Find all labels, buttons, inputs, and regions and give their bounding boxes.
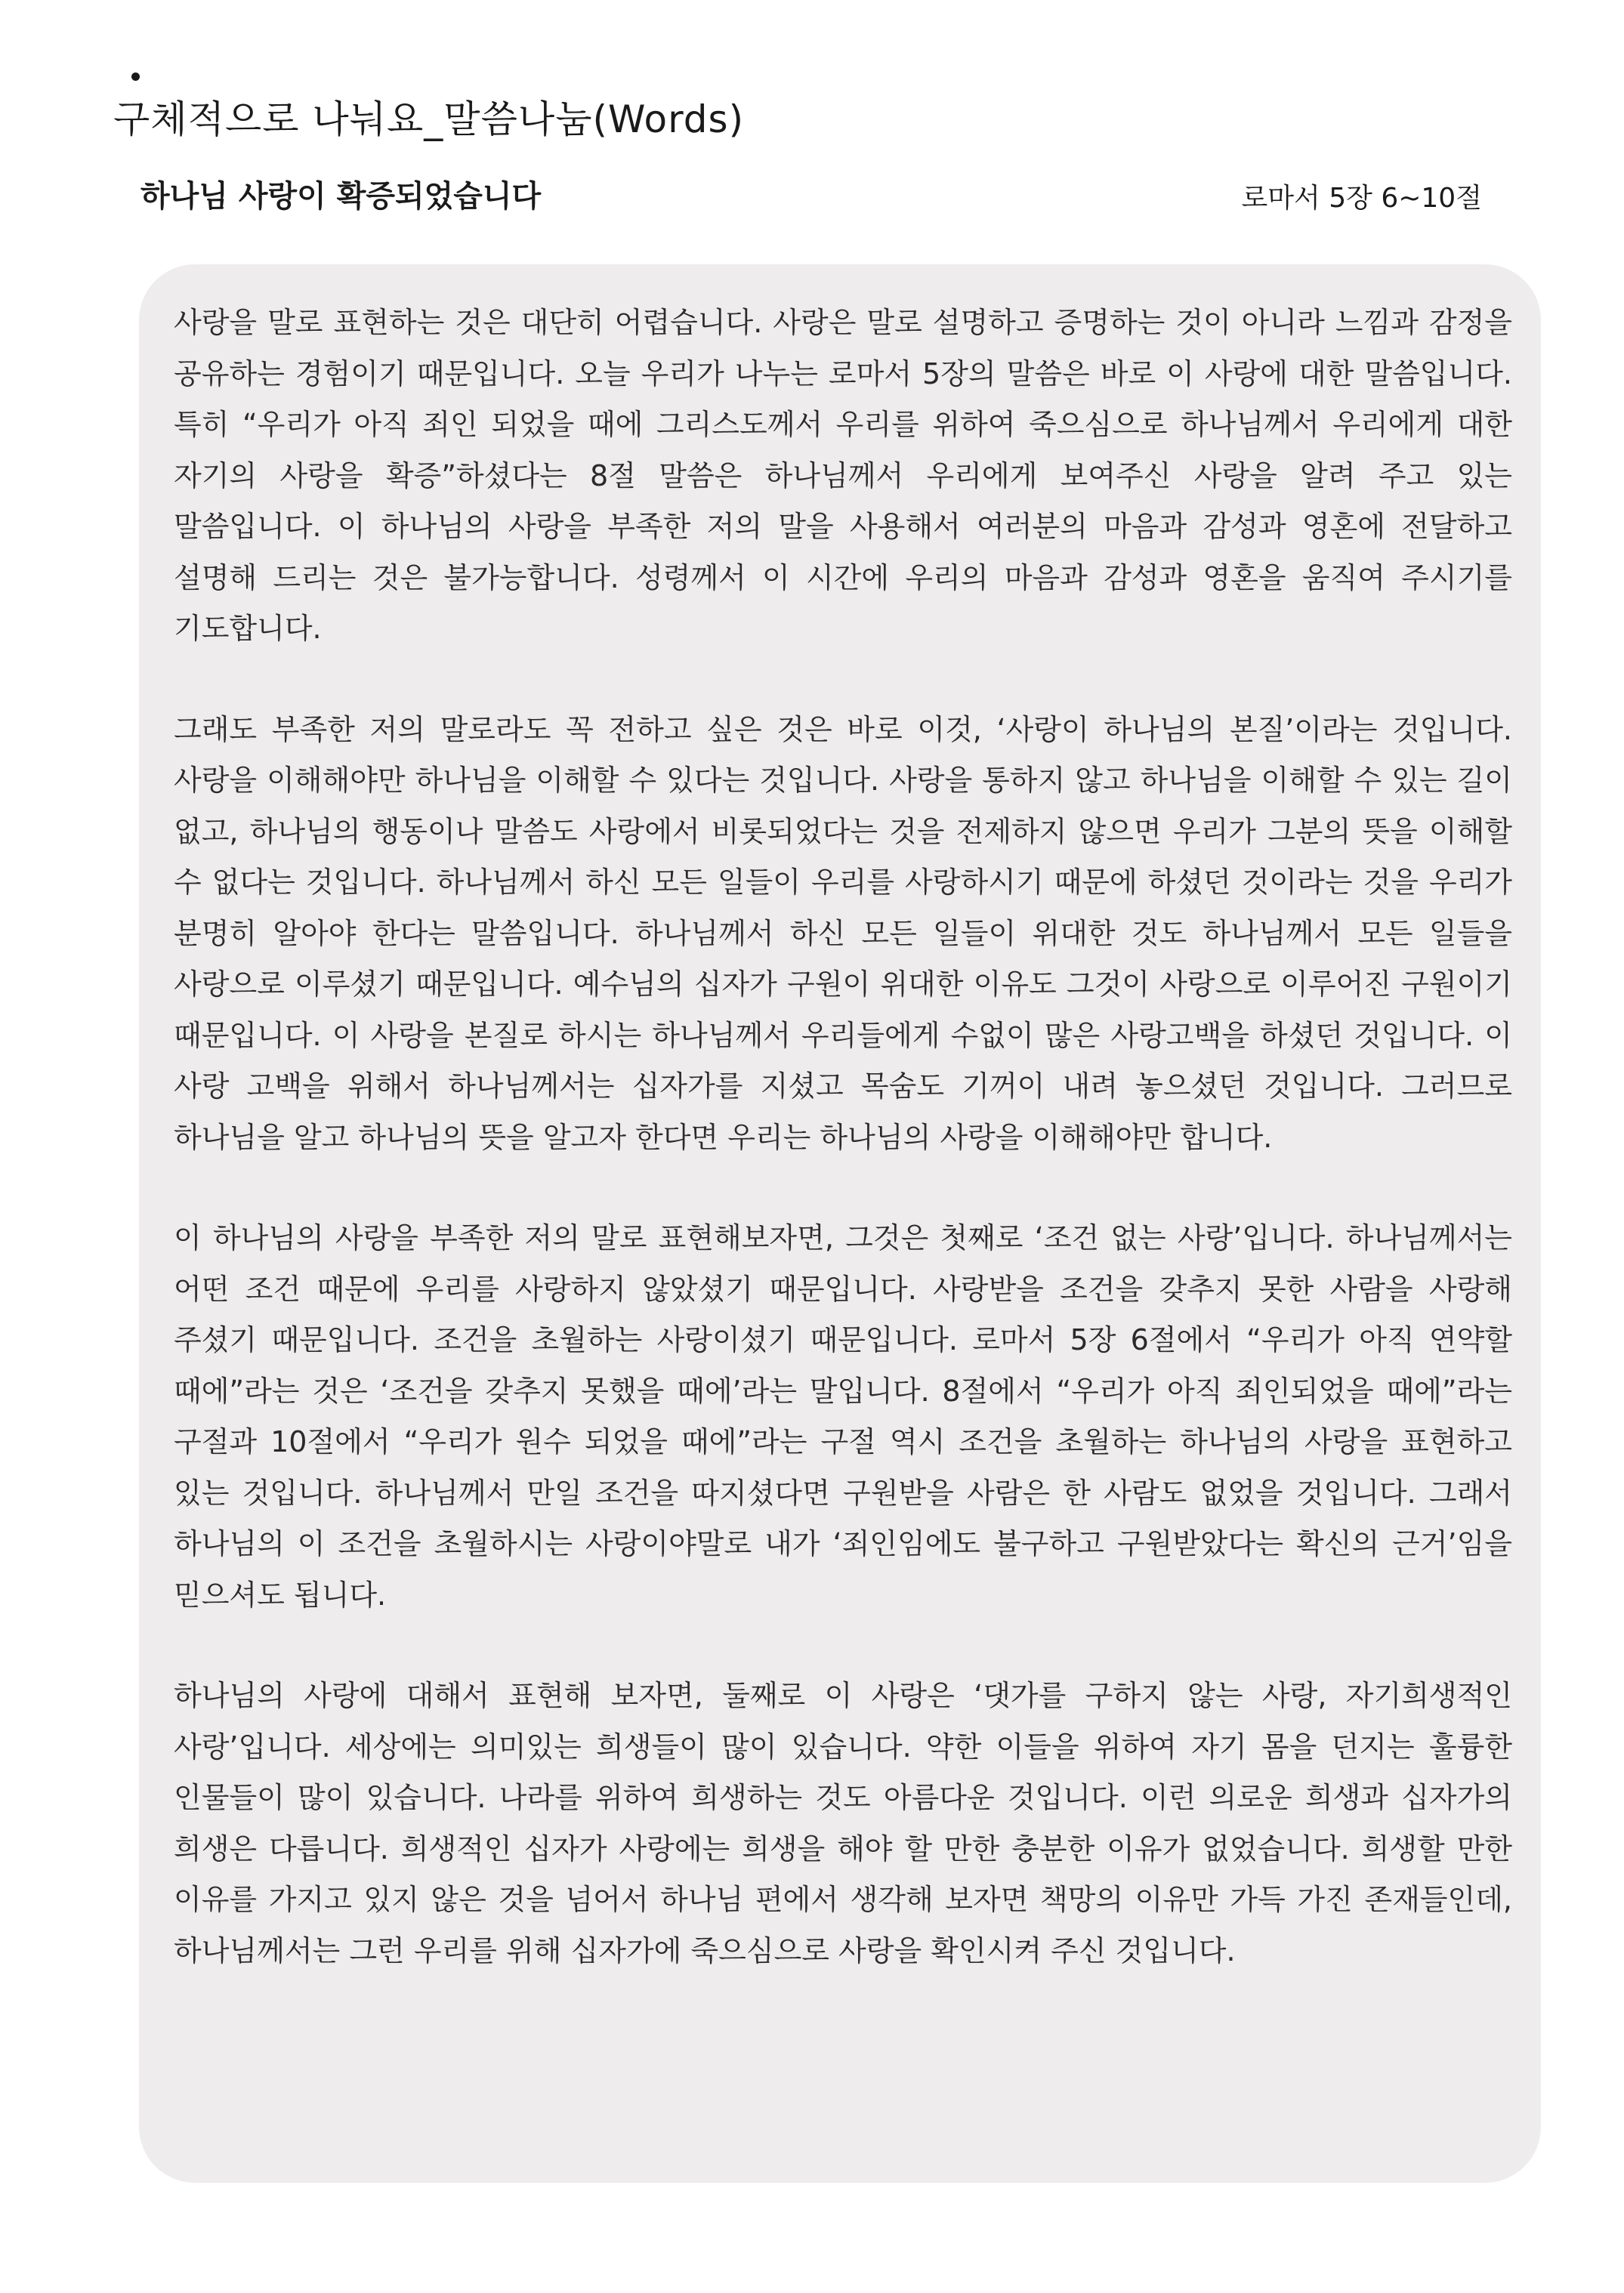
body-paragraph-4: 하나님의 사랑에 대해서 표현해 보자면, 둘째로 이 사랑은 ‘댓가를 구하지 않는 사랑, 자기희생적인 사랑’입니다. 세상에는 의미있는 희생들이 많이 있습니다. 약한 이들을 위하여 자기 몸을 던지는 훌륭한 인물들이 많이 있습니다. 나라를 위하여 희생하는 것도 아름다운 것입니다. 이런 의로운 희생과 십자가의 희생은 다릅니다. 희생적인 십자가 사랑에는 희생을 해야 할 만한 충분한 이유가 없었습니다. 희생할 만한 이유를 가지고 있지 않은 것을 넘어서 하나님 편에서 생각해 보자면 책망의 이유만 가득 가진 존재들인데, 하나님께서는 그런 우리를 위해 십자가에 죽으심으로 사랑을 확인시켜 주신 것입니다. [174, 1679, 1512, 1967]
title-dot-ornament [131, 73, 140, 81]
body-paragraph-3: 이 하나님의 사랑을 부족한 저의 말로 표현해보자면, 그것은 첫째로 ‘조건 없는 사랑’입니다. 하나님께서는 어떤 조건 때문에 우리를 사랑하지 않았셨기 때문입니다. 사랑받을 조건을 갖추지 못한 사람을 사랑해 주셨기 때문입니다. 조건을 초월하는 사랑이셨기 때문입니다. 로마서 5장 6절에서 “우리가 아직 연약할 때에”라는 것은 ‘조건을 갖추지 못했을 때에’라는 말입니다. 8절에서 “우리가 아직 죄인되었을 때에”라는 구절과 10절에서 “우리가 원수 되었을 때에”라는 구절 역시 조건을 초월하는 하나님의 사랑을 표현하고 있는 것입니다. 하나님께서 만일 조건을 따지셨다면 구원받을 사람은 한 사람도 없었을 것입니다. 그래서 하나님의 이 조건을 초월하시는 사랑이야말로 내가 ‘죄인임에도 불구하고 구원받았다는 확신의 근거’임을 믿으셔도 됩니다. [174, 1221, 1512, 1612]
body-paragraph-1: 사랑을 말로 표현하는 것은 대단히 어렵습니다. 사랑은 말로 설명하고 증명하는 것이 아니라 느낌과 감정을 공유하는 경험이기 때문입니다. 오늘 우리가 나누는 로마서 5장의 말씀은 바로 이 사랑에 대한 말씀입니다. 특히 “우리가 아직 죄인 되었을 때에 그리스도께서 우리를 위하여 죽으심으로 하나님께서 우리에게 대한 자기의 사랑을 확증”하셨다는 8절 말씀은 하나님께서 우리에게 보여주신 사랑을 알려 주고 있는 말씀입니다. 이 하나님의 사랑을 부족한 저의 말을 사용해서 여러분의 마음과 감성과 영혼에 전달하고 설명해 드리는 것은 불가능합니다. 성령께서 이 시간에 우리의 마음과 감성과 영혼을 움직여 주시기를 기도합니다. [174, 306, 1512, 645]
sermon-body-box [139, 264, 1541, 2183]
section-title [113, 89, 744, 144]
section-title-text: 구체적으로 나눠요_말씀나눔(Words) [113, 97, 745, 141]
body-paragraph-2: 그래도 부족한 저의 말로라도 꼭 전하고 싶은 것은 바로 이것, ‘사랑이 하나님의 본질’이라는 것입니다. 사랑을 이해해야만 하나님을 이해할 수 있다는 것입니다. 사랑을 통하지 않고 하나님을 이해할 수 있는 길이 없고, 하나님의 행동이나 말씀도 사랑에서 비롯되었다는 것을 전제하지 않으면 우리가 그분의 뜻을 이해할 수 없다는 것입니다. 하나님께서 하신 모든 일들이 우리를 사랑하시기 때문에 하셨던 것이라는 것을 우리가 분명히 알아야 한다는 말씀입니다. 하나님께서 하신 모든 일들이 위대한 것도 하나님께서 모든 일들을 사랑으로 이루셨기 때문입니다. 예수님의 십자가 구원이 위대한 이유도 그것이 사랑으로 이루어진 구원이기 때문입니다. 이 사랑을 본질로 하시는 하나님께서 우리들에게 수없이 많은 사랑고백을 하셨던 것입니다. 이 사랑 고백을 위해서 하나님께서는 십자가를 지셨고 목숨도 기꺼이 내려 놓으셨던 것입니다. 그러므로 하나님을 알고 하나님의 뜻을 알고자 한다면 우리는 하나님의 사랑을 이해해야만 합니다. [174, 712, 1512, 1154]
sermon-title: 하나님 사랑이 확증되었습니다 [140, 179, 542, 214]
section-header [113, 89, 1548, 165]
scripture-reference: 로마서 5장 6~10절 [1241, 183, 1482, 214]
